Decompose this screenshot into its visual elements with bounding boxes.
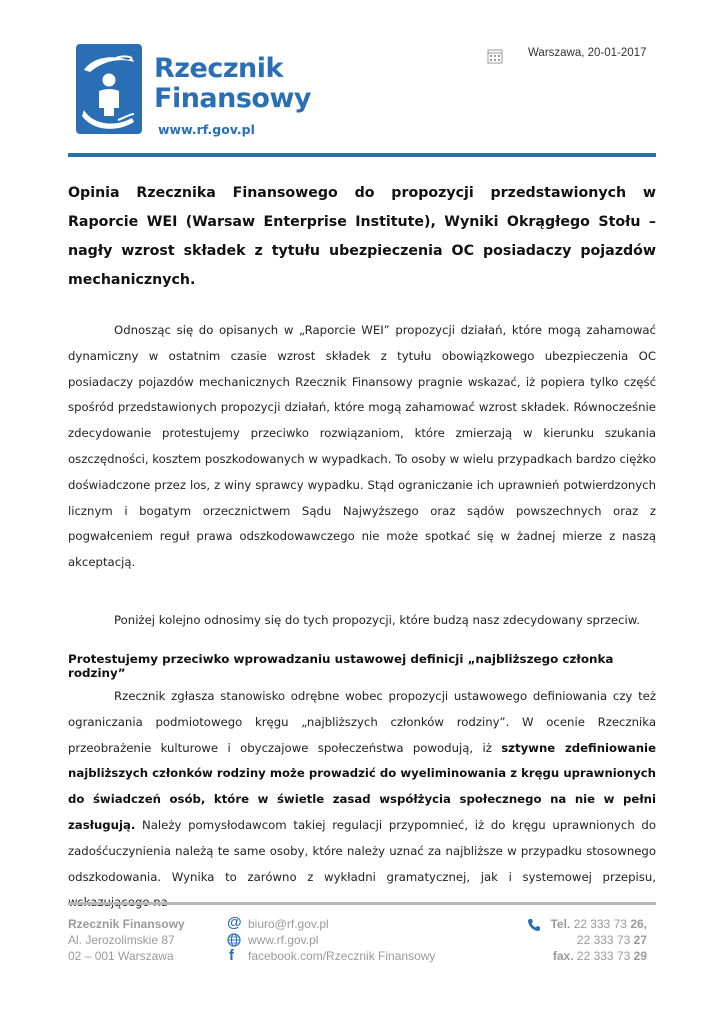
logo-hands-person-icon: [76, 44, 142, 134]
fax-number: 22 333 73: [576, 949, 631, 963]
section-heading: Protestujemy przeciwko wprowadzaniu ustawowej definicji „najbliższego członka rodziny”: [68, 652, 614, 680]
footer-fax: [553, 949, 647, 963]
document-title: Opinia Rzecznika Finansowego do propozycji przedstawionych w Raporcie WEI (Warsaw Enterprise Institute), Wyniki Okrągłego Stołu – nagły wzrost składek z tytułu ubezpieczenia OC posiadaczy pojazdów mechanicznych.: [68, 185, 656, 288]
brand-line-2: Finansowy: [154, 83, 312, 114]
footer-divider: [68, 902, 656, 905]
footer-address-street: Al. Jerozolimskie 87: [68, 933, 175, 947]
footer-facebook-link[interactable]: facebook.com/Rzecznik Finansowy: [248, 949, 436, 963]
calendar-icon: [487, 48, 503, 64]
paragraph-transition: Poniżej kolejno odnosimy się do tych propozycji, które budzą nasz zdecydowany sprzeciw.: [114, 613, 640, 627]
footer-phone-2[interactable]: [577, 933, 647, 947]
facebook-icon: f: [229, 947, 234, 964]
footer-org-name: Rzecznik Finansowy: [68, 917, 185, 931]
phone-icon: [527, 918, 541, 932]
letter-date: Warszawa, 20-01-2017: [528, 47, 647, 59]
paragraph-text: Rzecznik zgłasza stanowisko odrębne wobec propozycji ustawowego definiowania czy też ograniczania podmiotowego kręgu „najbliższych członków rodziny”. W ocenie Rzecznika przeobrażenie kulturowe i obyczajowe społeczeństwa powodują, iż: [68, 689, 656, 755]
brand-name: [154, 54, 311, 114]
paragraph-text-continued: Należy pomysłodawcom takiej regulacji przypomnieć, iż do kręgu uprawnionych do zadośćuczynienia należą te same osoby, które należy uznać za najbliższe w przypadku stosownego odszkodowania. Wynika to zarówno z wykładni gramatycznej, jak i systemowej przepisu,: [68, 817, 656, 884]
footer-website-link[interactable]: www.rf.gov.pl: [248, 933, 319, 947]
brand-url[interactable]: www.rf.gov.pl: [158, 122, 255, 137]
tel-ext-2: 27: [633, 933, 647, 947]
brand-line-1: Rzecznik: [154, 53, 283, 84]
globe-icon: [227, 933, 241, 947]
header-divider: [68, 153, 656, 157]
footer-email-link[interactable]: biuro@rf.gov.pl: [248, 917, 329, 931]
tel-ext-1: 26,: [630, 917, 647, 931]
fax-label: fax.: [552, 949, 574, 963]
tel-number-2: 22 333 73: [576, 933, 631, 947]
paragraph-family-definition: [68, 684, 656, 916]
footer-phone-1[interactable]: [550, 917, 647, 931]
fax-ext: 29: [633, 949, 647, 963]
at-icon: @: [227, 914, 242, 931]
paragraph-intro: Odnosząc się do opisanych w „Raporcie WEI” propozycji działań, które mogą zahamować dynamiczny w ostatnim czasie wzrost składek z tytułu obowiązkowego ubezpieczenia OC posiadaczy pojazdów mechanicznych Rzecznik Finansowy pragnie wskazać, iż popiera tylko część spośród przedstawionych propozycji działań, które mogą zahamować wzrost składek. Równocześnie zdecydowanie protestujemy przeciwko rozwiązaniom, które zmierzają w kierunku szukania oszczędności, kosztem poszkodowanych w wypadkach. To osoby w wielu przypadkach bardzo ciężko doświadczone przez los, z winy sprawcy wypadku. Stąd ograniczanie ich uprawnień potwierdzonych licznym i bogatym orzecznictwem Sądu Najwyższego oraz sądów powszechnych oraz z pogwałceniem reguł prawa odszkodowawczego nie może spotkać się w żadnej mierze z naszą akceptacją.: [68, 323, 656, 570]
footer-address-city: 02 – 001 Warszawa: [68, 949, 174, 963]
tel-label: Tel.: [550, 917, 571, 931]
tel-number-1: 22 333 73: [573, 917, 627, 931]
paragraph-emphasis: sztywne zdefiniowanie najbliższych członków rodziny może prowadzić do wyeliminowania z kręgu uprawnionych do świadczeń osób, które w świetle zasad współżycia społecznego na nie w pełni zasługują.: [68, 740, 656, 832]
